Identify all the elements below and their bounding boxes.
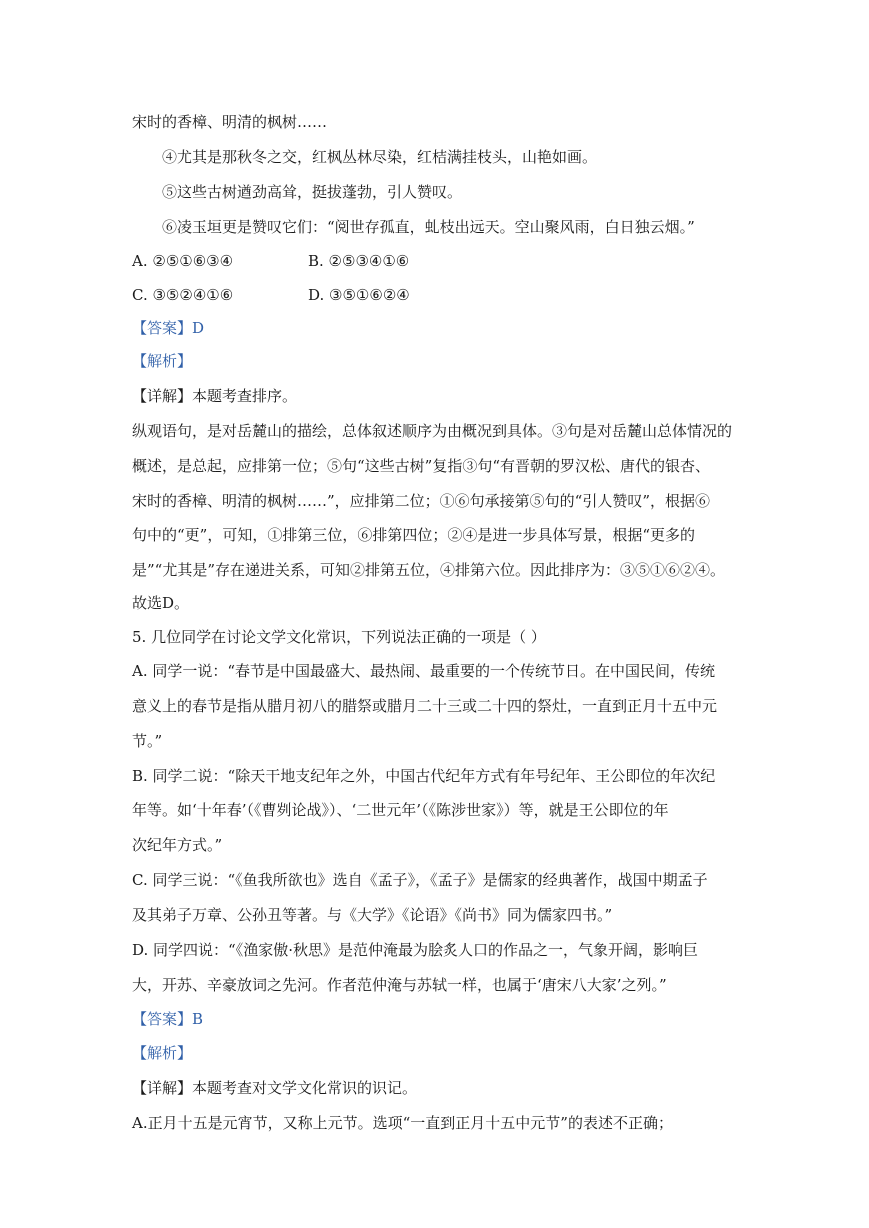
explanation-line: 纵观语句，是对岳麓山的描绘，总体叙述顺序为由概况到具体。③句是对岳麓山总体情况的 bbox=[132, 422, 733, 440]
option-d: D. ③⑤①⑥②④ bbox=[308, 286, 410, 304]
answer-label: 【答案】B bbox=[132, 1010, 204, 1028]
question-5-stem: 5. 几位同学在讨论文学文化常识，下列说法正确的一项是（ ） bbox=[132, 628, 546, 646]
option-c-line: 及其弟子万章、公孙丑等著。与《大学》《论语》《尚书》同为儒家四书。” bbox=[132, 906, 613, 924]
option-d-line: 大，开苏、辛豪放词之先河。作者范仲淹与苏轼一样，也属于‘唐宋八大家’之列。” bbox=[132, 976, 667, 994]
option-a-line: A. 同学一说：“春节是中国最盛大、最热闹、最重要的一个传统节日。在中国民间，传统 bbox=[132, 662, 716, 680]
analysis-label: 【解析】 bbox=[132, 1044, 193, 1062]
explanation-line: 概述，是总起，应排第一位；⑤句“这些古树”复指③句“有晋朝的罗汉松、唐代的银杏、 bbox=[132, 457, 711, 475]
option-b-line: 次纪年方式。” bbox=[132, 836, 223, 854]
sentence-5: ⑤这些古树遒劲高耸，挺拔蓬勃，引人赞叹。 bbox=[162, 183, 463, 201]
option-d-line: D. 同学四说：“《渔家傲·秋思》是范仲淹最为脍炙人口的作品之一，气象开阔，影响巨 bbox=[132, 941, 698, 959]
answer-label: 【答案】D bbox=[132, 319, 205, 337]
option-b-line: 年等。如‘十年春’（《曹刿论战》）、‘二世元年’（《陈涉世家》）等，就是王公即位的年 bbox=[132, 801, 669, 819]
option-c: C. ③⑤②④①⑥ bbox=[132, 286, 234, 304]
explanation-line: A.正月十五是元宵节，又称上元节。选项“一直到正月十五中元节”的表述不正确； bbox=[132, 1114, 673, 1132]
detail-heading: 【详解】本题考查排序。 bbox=[132, 387, 298, 405]
explanation-line: 宋时的香樟、明清的枫树……”，应排第二位；①⑥句承接第⑤句的“引人赞叹”，根据⑥ bbox=[132, 492, 711, 510]
sentence-4: ④尤其是那秋冬之交，红枫丛林尽染，红桔满挂枝头，山艳如画。 bbox=[162, 148, 598, 166]
sentence-6: ⑥凌玉垣更是赞叹它们：“阅世存孤直，虬枝出远天。空山聚风雨，白日独云烟。” bbox=[162, 218, 695, 236]
detail-heading: 【详解】本题考查对文学文化常识的识记。 bbox=[132, 1079, 418, 1097]
explanation-line: 句中的“更”，可知，①排第三位，⑥排第四位；②④是进一步具体写景，根据“更多的 bbox=[132, 526, 696, 544]
explanation-line: 故选D。 bbox=[132, 594, 190, 612]
option-b: B. ②⑤③④①⑥ bbox=[308, 252, 410, 270]
option-a-line: 意义上的春节是指从腊月初八的腊祭或腊月二十三或二十四的祭灶，一直到正月十五中元 bbox=[132, 697, 718, 715]
analysis-label: 【解析】 bbox=[132, 352, 193, 370]
option-a: A. ②⑤①⑥③④ bbox=[132, 252, 234, 270]
explanation-line: 是”“尤其是”存在递进关系，可知②排第五位，④排第六位。因此排序为：③⑤①⑥②④。 bbox=[132, 561, 726, 579]
options-row-1 bbox=[132, 251, 233, 271]
option-c-line: C. 同学三说：“《鱼我所欲也》选自《孟子》，《孟子》是儒家的经典著作，战国中期孟子 bbox=[132, 871, 708, 889]
option-b-line: B. 同学二说：“除天干地支纪年之外，中国古代纪年方式有年号纪年、王公即位的年次纪 bbox=[132, 767, 716, 785]
sentence-3-continued: 宋时的香樟、明清的枫树…… bbox=[132, 113, 328, 131]
option-a-line: 节。” bbox=[132, 732, 163, 750]
